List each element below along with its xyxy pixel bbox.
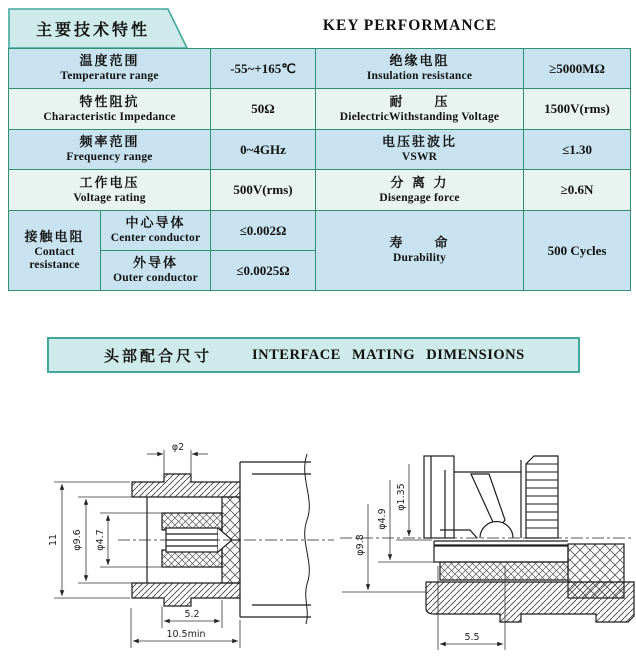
spec-value-cell: ≥0.6N xyxy=(524,170,631,211)
dim-phi47-label: φ4.7 xyxy=(95,529,106,551)
contact-resistance-group-cell xyxy=(9,211,101,291)
spec-label-zh: 寿 命 xyxy=(389,236,450,252)
spec-label-en: VSWR xyxy=(401,151,438,164)
spec-label-zh: 工作电压 xyxy=(79,175,140,191)
section-title-en: KEY PERFORMANCE xyxy=(322,17,498,34)
spec-label-en: Durability xyxy=(392,252,447,265)
spec-label-en: Outer conductor xyxy=(113,272,198,285)
spec-label-cell xyxy=(9,130,211,170)
spec-value-cell: -55~+165℃ xyxy=(211,49,316,89)
spec-label-en: Center conductor xyxy=(110,232,201,245)
spec-label-cell xyxy=(316,89,524,130)
spec-label-cell xyxy=(316,170,524,211)
spec-label-en: Temperature range xyxy=(60,70,159,83)
jack-section-drawing xyxy=(48,442,334,648)
spec-label-en: Characteristic Impedance xyxy=(43,110,176,123)
spec-label-zh: 接触电阻 xyxy=(24,229,85,245)
banner-title-en: INTERFACE MATING DIMENSIONS xyxy=(252,346,525,363)
interface-dimensions-banner xyxy=(47,337,580,373)
spec-label-zh: 外导体 xyxy=(133,256,179,272)
key-performance-tab xyxy=(8,8,198,49)
spec-value-cell: 0~4GHz xyxy=(211,130,316,170)
dim-phi49-label: φ4.9 xyxy=(377,508,388,530)
section-title-zh: 主要技术特性 xyxy=(35,20,150,39)
spec-label-en: Disengage force xyxy=(379,191,460,204)
dim-phi98-label: φ9.8 xyxy=(355,534,366,556)
spec-value-cell: ≥5000MΩ xyxy=(524,49,631,89)
spec-value-cell: ≤1.30 xyxy=(524,130,631,170)
spec-value-cell: 50Ω xyxy=(211,89,316,130)
banner-title-zh: 头部配合尺寸 xyxy=(104,346,213,365)
spec-label-cell xyxy=(9,49,211,89)
plug-section-drawing xyxy=(340,456,634,650)
spec-value-cell: ≤0.002Ω xyxy=(211,211,316,251)
spec-label-zh: 特性阻抗 xyxy=(79,94,140,110)
spec-sublabel-cell xyxy=(101,211,211,251)
spec-value-cell: 500 Cycles xyxy=(524,211,631,291)
spec-label-en: Insulation resistance xyxy=(366,70,473,83)
spec-value-cell: ≤0.0025Ω xyxy=(211,251,316,291)
spec-value-cell: 500V(rms) xyxy=(211,170,316,211)
spec-label-zh: 频率范围 xyxy=(79,135,140,151)
dim-phi2-label: φ2 xyxy=(171,442,185,453)
spec-label-cell xyxy=(9,170,211,211)
spec-label-zh: 温度范围 xyxy=(79,54,140,70)
dim-52-label: 5.2 xyxy=(184,609,200,620)
dim-phi96-label: φ9.6 xyxy=(72,529,83,551)
spec-label-en: Voltage rating xyxy=(73,191,146,204)
spec-label-en: Frequency range xyxy=(66,151,153,164)
spec-label-zh: 分 离 力 xyxy=(390,175,449,191)
dim-11-label: 11 xyxy=(48,533,59,547)
spec-label-cell xyxy=(316,211,524,291)
spec-sublabel-cell xyxy=(101,251,211,291)
spec-value-cell: 1500V(rms) xyxy=(524,89,631,130)
spec-label-zh: 绝缘电阻 xyxy=(389,54,450,70)
dim-55-label: 5.5 xyxy=(464,632,480,643)
dim-phi135-label: φ1.35 xyxy=(396,483,407,511)
spec-label-zh: 耐 压 xyxy=(389,94,450,110)
interface-drawings xyxy=(0,400,636,659)
spec-label-zh: 电压驻波比 xyxy=(382,135,458,151)
spec-label-cell xyxy=(9,89,211,130)
spec-label-en: Contact resistance xyxy=(29,246,80,271)
key-performance-table xyxy=(8,48,631,291)
spec-label-en: DielectricWithstanding Voltage xyxy=(339,110,500,123)
dim-105min-label: 10.5min xyxy=(166,629,206,640)
spec-label-cell xyxy=(316,130,524,170)
spec-label-zh: 中心导体 xyxy=(125,216,186,232)
spec-label-cell xyxy=(316,49,524,89)
